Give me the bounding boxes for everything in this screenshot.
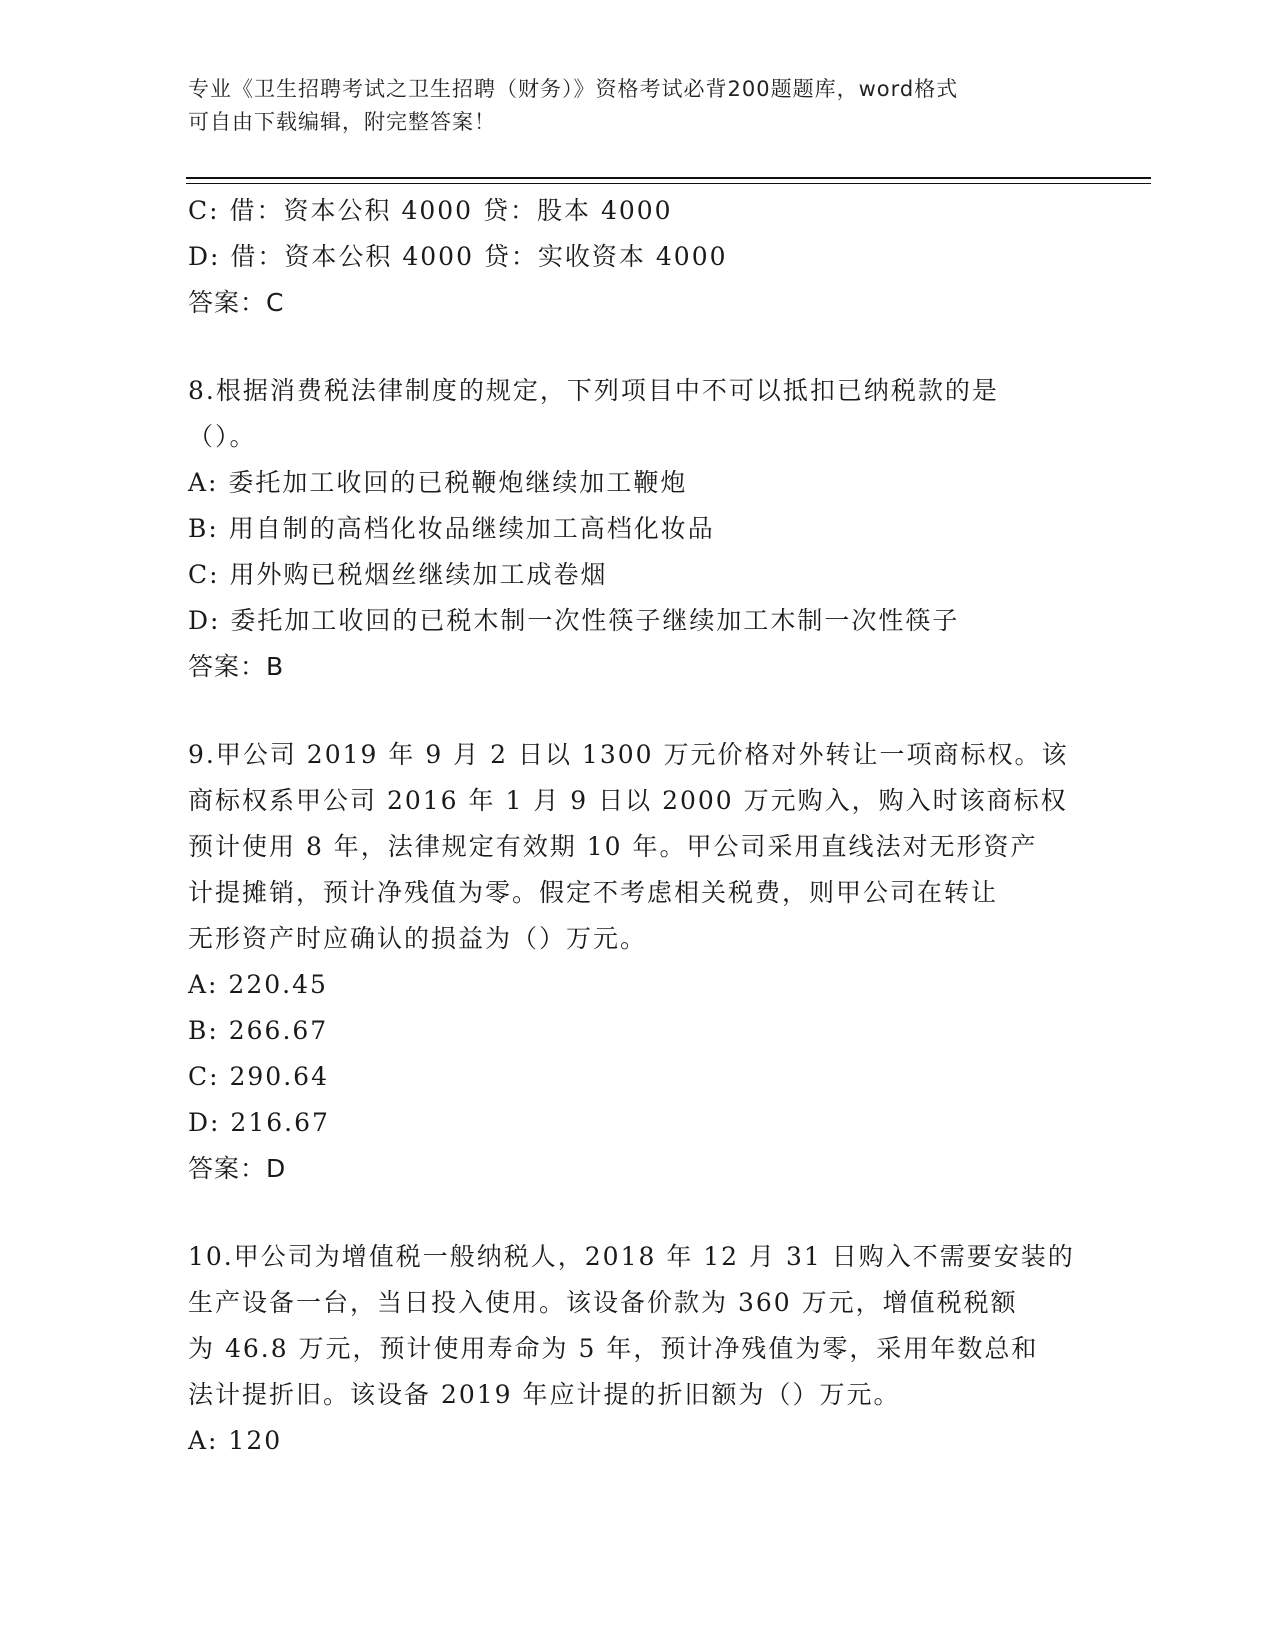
header-divider-thin xyxy=(186,183,1151,184)
question-text-line: 为 46.8 万元，预计使用寿命为 5 年，预计净残值为零，采用年数总和 xyxy=(188,1334,1039,1363)
header-title-line-2: 可自由下载编辑，附完整答案！ xyxy=(188,110,496,134)
question-7-continued xyxy=(188,188,1088,326)
question-9 xyxy=(188,732,1088,1192)
question-text-line: 商标权系甲公司 2016 年 1 月 9 日以 2000 万元购入，购入时该商标权 xyxy=(188,786,1068,815)
option-b: B: 266.67 xyxy=(188,1016,329,1045)
question-10 xyxy=(188,1234,1088,1464)
question-8 xyxy=(188,368,1088,690)
option-c: C: 用外购已税烟丝继续加工成卷烟 xyxy=(188,560,608,589)
question-text-line: 法计提折旧。该设备 2019 年应计提的折旧额为（）万元。 xyxy=(188,1380,901,1409)
header-title-line-1: 专业《卫生招聘考试之卫生招聘（财务）》资格考试必背200题题库，word格式 xyxy=(188,77,959,101)
question-text-line: 计提摊销，预计净残值为零。假定不考虑相关税费，则甲公司在转让 xyxy=(188,878,999,907)
question-text-line: （）。 xyxy=(188,422,257,451)
answer-label: 答案：C xyxy=(188,288,285,317)
option-c: C: 290.64 xyxy=(188,1062,329,1091)
option-a: A: 120 xyxy=(188,1426,283,1455)
option-b: B: 用自制的高档化妆品继续加工高档化妆品 xyxy=(188,514,715,543)
document-header xyxy=(188,73,1088,139)
option-d: D: 委托加工收回的已税木制一次性筷子继续加工木制一次性筷子 xyxy=(188,606,960,635)
question-text-line: 8.根据消费税法律制度的规定，下列项目中不可以抵扣已纳税款的是 xyxy=(188,376,999,405)
question-text-line: 生产设备一台，当日投入使用。该设备价款为 360 万元，增值税税额 xyxy=(188,1288,1018,1317)
header-divider-thick xyxy=(186,177,1151,179)
option-d: D: 216.67 xyxy=(188,1108,330,1137)
answer-label: 答案：D xyxy=(188,1154,287,1183)
option-a: A: 委托加工收回的已税鞭炮继续加工鞭炮 xyxy=(188,468,688,497)
question-text-line: 10.甲公司为增值税一般纳税人，2018 年 12 月 31 日购入不需要安装的 xyxy=(188,1242,1075,1271)
option-d: D: 借：资本公积 4000 贷：实收资本 4000 xyxy=(188,242,728,271)
question-content xyxy=(188,188,1088,1464)
answer-label: 答案：B xyxy=(188,652,285,681)
question-text-line: 无形资产时应确认的损益为（）万元。 xyxy=(188,924,648,953)
question-text-line: 预计使用 8 年，法律规定有效期 10 年。甲公司采用直线法对无形资产 xyxy=(188,832,1038,861)
option-c: C: 借：资本公积 4000 贷：股本 4000 xyxy=(188,196,673,225)
option-a: A: 220.45 xyxy=(188,970,328,999)
question-text-line: 9.甲公司 2019 年 9 月 2 日以 1300 万元价格对外转让一项商标权。该 xyxy=(188,740,1069,769)
